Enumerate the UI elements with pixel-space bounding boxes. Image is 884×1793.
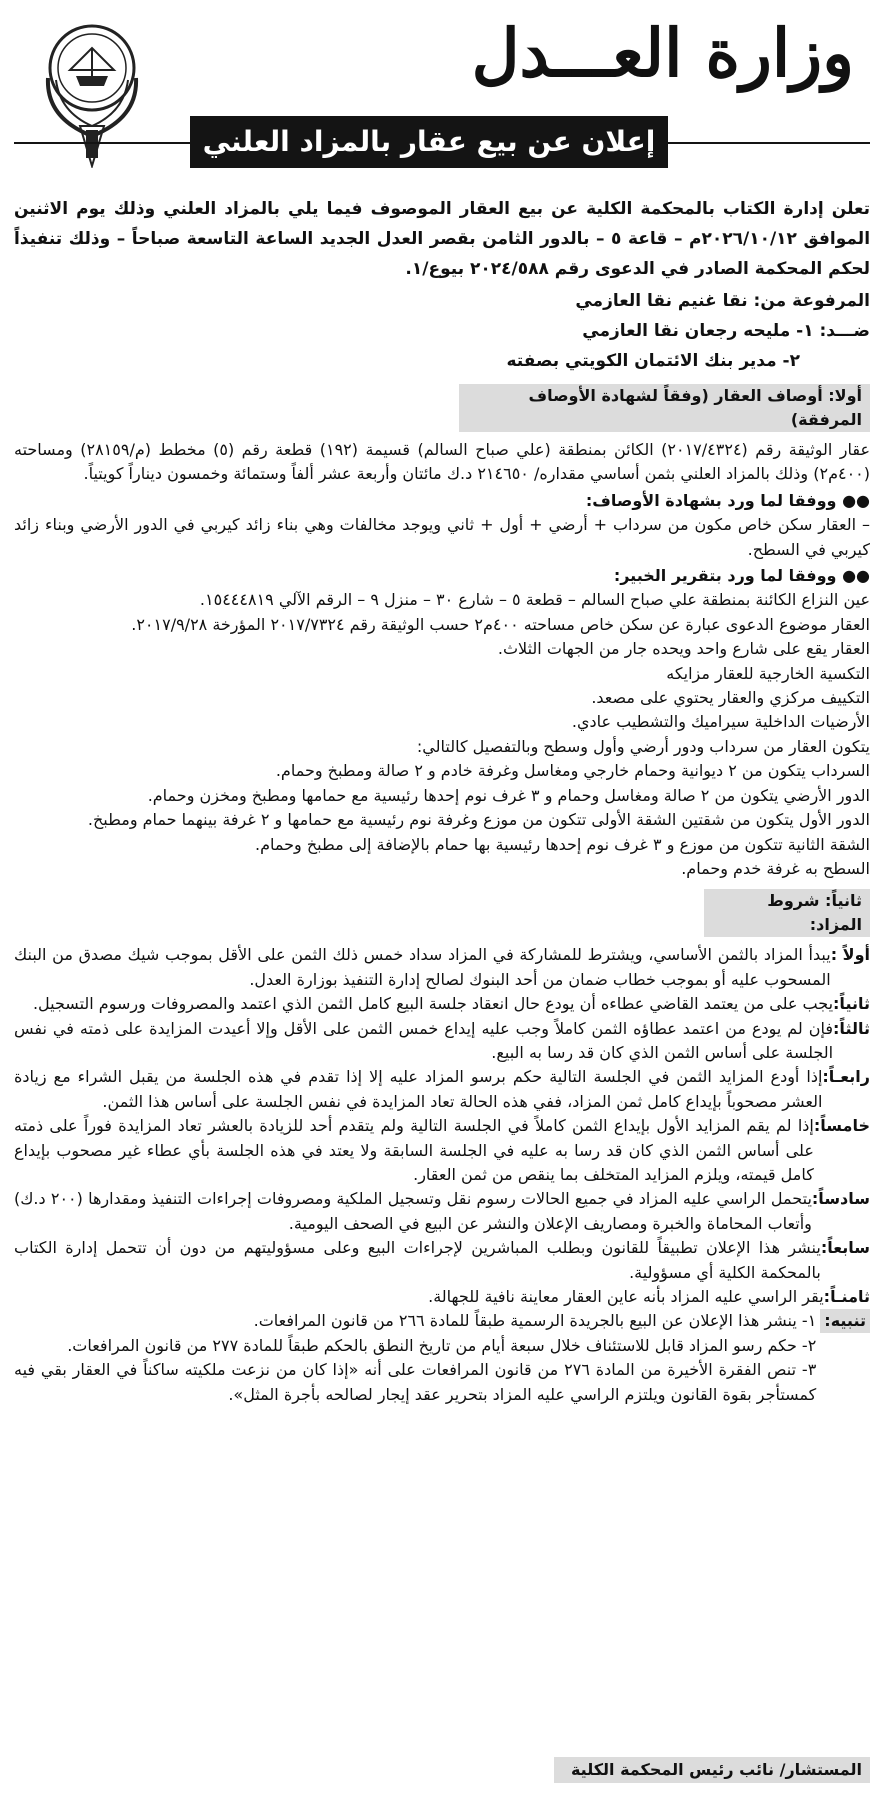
- term-label: أولاً :: [830, 945, 870, 965]
- term-text: يبدأ المزاد بالثمن الأساسي، ويشترط للمشاركة في المزاد سداد خمس ذلك الثمن على الأقل بموجب شيك مصدق من البنك المسحوب عليه أو بموجب خطاب ضمان من أحد البنوك لصالح إدارة التنفيذ بوزارة العدل.: [14, 945, 831, 989]
- term-label: ثالثاً:: [833, 1018, 870, 1038]
- expert-line: السطح به غرفة خدم وحمام.: [681, 858, 870, 878]
- expert-line: الشقة الثانية تتكون من موزع و ٣ غرف نوم إحدها رئيسية بها حمام بالإضافة إلى مطبخ وحمام.: [255, 834, 870, 854]
- term-item: [14, 1114, 870, 1187]
- term-text: إذا لم يقم المزايد الأول بإيداع الثمن كاملاً في الجلسة التالية ولم يتقدم أحد للزيادة بالعشر تعاد المزايدة فوراً على ذمته على أساس الثمن الذي كان قد رسا به عليه في الجلسة السابقة ولا يعتد في هذه الجلسة بأي عطاء غير مصحوب بإيداع كامل قيمته، ويلزم المزايد المتخلف بما ينقص من ثمن العقار.: [14, 1116, 814, 1184]
- term-item: [14, 1285, 870, 1309]
- expert-line: التكييف مركزي والعقار يحتوي على مصعد.: [591, 688, 870, 708]
- expert-line: الأرضيات الداخلية سيراميك والتشطيب عادي.: [571, 712, 870, 732]
- notice-items: [14, 1309, 816, 1407]
- term-text: فإن لم يودع من اعتمد عطاؤه الثمن كاملاً وجب عليه إيداع خمس الثمن على الأقل وإلا أعيدت المزايدة على ذمته في نفس الجلسة على أساس الثمن الذي كان قد رسا به البيع.: [14, 1018, 834, 1062]
- term-text: يقر الراسي عليه المزاد بأنه عاين العقار معاينة نافية للجهالة.: [428, 1287, 824, 1306]
- expert-line: العقار يقع على شارع واحد ويحده جار من الجهات الثلاث.: [497, 639, 870, 659]
- notice-item: ٣- تنص الفقرة الأخيرة من المادة ٢٧٦ من قانون المرافعات على أنه «إذا كان من نزعت ملكيته ساكناً في العقار بقي فيه كمستأجر بقوة القانون ويلتزم الراسي عليه المزاد بتحرير عقد إيجار لصالحه بأجرة المثل».: [14, 1360, 817, 1404]
- term-label: ثامنـاً:: [823, 1287, 870, 1306]
- expert-line: عين النزاع الكائنة بمنطقة علي صباح السالم – قطعة ٥ – شارع ٣٠ – منزل ٩ – الرقم الآلي ١٥٤٤٤٨١٩.: [199, 590, 870, 610]
- expert-line: الدور الأول يتكون من شقتين الشقة الأولى تتكون من موزع وغرفة نوم رئيسية مع حمامها و ٢ غرفة بينهما حمام ومطبخ.: [87, 810, 870, 830]
- expert-subheading: ●● ووفقا لما ورد بتقرير الخبير:: [613, 566, 870, 586]
- auction-terms: [14, 943, 870, 1309]
- term-item: [14, 992, 870, 1016]
- term-item: [14, 1187, 870, 1236]
- kuwait-state-emblem-icon: [40, 18, 144, 168]
- term-text: إذا أودع المزايد الثمن في الجلسة التالية حكم برسو المزاد عليه إلا إذا تقدم في هذه الجلسة من يقبل الشراء مع زيادة العشر مصحوباً بإيداع كامل ثمن المزاد، ففي هذه الحالة تعاد المزايدة في نفس الجلسة على أساس هذا الثمن.: [14, 1067, 823, 1111]
- expert-line: يتكون العقار من سرداب ودور أرضي وأول وسطح وبالتفصيل كالتالي:: [416, 736, 870, 756]
- announcement-banner: إعلان عن بيع عقار بالمزاد العلني: [190, 116, 668, 168]
- expert-line: السرداب يتكون من ٢ ديوانية وحمام خارجي ومغاسل وغرفة خادم و ٢ صالة ومطبخ وحمام.: [275, 761, 870, 781]
- property-deed-paragraph: عقار الوثيقة رقم (٢٠١٧/٤٣٢٤) الكائن بمنطقة (علي صباح السالم) قسيمة (١٩٢) قطعة رقم (٥) مخطط (م/٢٨١٥٩) ومساحته (٤٠٠م٢) وذلك بالمزاد العلني بثمن أساسي مقداره/ ٢١٤٦٥٠ د.ك مائتان وأربعة عشر ألفاً وستمائة وخمسون ديناراً كويتياً.: [14, 440, 870, 484]
- defendant-line-2: ٢- مدير بنك الائتمان الكويتي بصفته: [506, 351, 800, 371]
- notice-label: تنبيه:: [820, 1309, 870, 1333]
- header: [14, 8, 870, 188]
- term-label: سابعاً:: [820, 1238, 870, 1258]
- term-item: [14, 1017, 870, 1066]
- term-item: [14, 943, 870, 992]
- term-item: [14, 1065, 870, 1114]
- term-label: سادساً:: [811, 1189, 870, 1209]
- certificate-subheading: ●● ووفقا لما ورد بشهادة الأوصاف:: [585, 490, 870, 510]
- term-text: ينشر هذا الإعلان تطبيقاً للقانون وبطلب المباشرين لإجراءات البيع وعلى مسؤوليتهم من دون أن تتحمل إدارة الكتاب بالمحكمة الكلية أي مسؤولية.: [14, 1238, 821, 1282]
- expert-line: الدور الأرضي يتكون من ٢ صالة ومغاسل وحمام و ٣ غرف نوم إحدها رئيسية مع حمامها ومطبخ ومخزن وحمام.: [147, 785, 870, 805]
- term-item: [14, 1236, 870, 1285]
- defendant-line-1: ضـــد: ١- مليحه رجعان نقا العازمي: [582, 321, 870, 341]
- term-label: خامساً:: [813, 1116, 870, 1136]
- signature-line: المستشار/ نائب رئيس المحكمة الكلية: [554, 1757, 870, 1783]
- term-text: يتحمل الراسي عليه المزاد في جميع الحالات رسوم نقل وتسجيل الملكية ومصروفات إجراءات التنفيذ ومقدارها (٢٠٠ د.ك) وأتعاب المحاماة والخبرة ومصاريف الإعلان والنشر عن البيع في الصحف اليومية.: [14, 1189, 812, 1233]
- parties-block: [14, 286, 870, 376]
- property-description: [14, 438, 870, 881]
- expert-line: التكسية الخارجية للعقار مزايكه: [666, 663, 870, 683]
- term-text: يجب على من يعتمد القاضي عطاءه أن يودع حال انعقاد جلسة البيع كامل الثمن الذي اعتمد والمصروفات ورسوم التسجيل.: [32, 994, 834, 1014]
- certificate-paragraph: – العقار سكن خاص مكون من سرداب + أرضي + أول + ثاني ويوجد مخالفات وهي بناء زائد كيربي في الدور الأرضي وبناء زائد كيربي في السطح.: [14, 515, 870, 559]
- notice-item: ١- ينشر هذا الإعلان عن البيع بالجريدة الرسمية طبقاً للمادة ٢٦٦ من قانون المرافعات.: [253, 1311, 817, 1331]
- property-description-heading: أولا: أوصاف العقار (وفقاً لشهادة الأوصاف المرفقة): [459, 384, 870, 432]
- notice-item: ٢- حكم رسو المزاد قابل للاستئناف خلال سبعة أيام من تاريخ النطق بالحكم طبقاً للمادة ٢٧٧ من قانون المرافعات.: [67, 1335, 817, 1355]
- notice-block: [14, 1309, 870, 1407]
- auction-terms-heading: ثانياً: شروط المزاد:: [704, 889, 870, 937]
- term-label: ثانياً:: [833, 994, 870, 1014]
- intro-paragraph: تعلن إدارة الكتاب بالمحكمة الكلية عن بيع العقار الموصوف فيما يلي بالمزاد العلني وذلك يوم الاثنين الموافق ٢٠٢٦/١٠/١٢م – قاعة ٥ – بالدور الثامن بقصر العدل الجديد الساعة التاسعة صباحاً – وذلك تنفيذاً لحكم المحكمة الصادر في الدعوى رقم ٢٠٢٤/٥٨٨ بيوع/١.: [14, 199, 871, 279]
- ministry-title: وزارة العـــدل: [471, 14, 854, 92]
- term-label: رابعـاً:: [822, 1067, 870, 1087]
- expert-line: العقار موضوع الدعوى عبارة عن سكن خاص مساحته ٤٠٠م٢ حسب الوثيقة رقم ٢٠١٧/٧٣٢٤ المؤرخة ٢٠١٧/٩/٢٨.: [131, 614, 870, 634]
- plaintiff-line: المرفوعة من: نقا غنيم نقا العازمي: [575, 291, 870, 311]
